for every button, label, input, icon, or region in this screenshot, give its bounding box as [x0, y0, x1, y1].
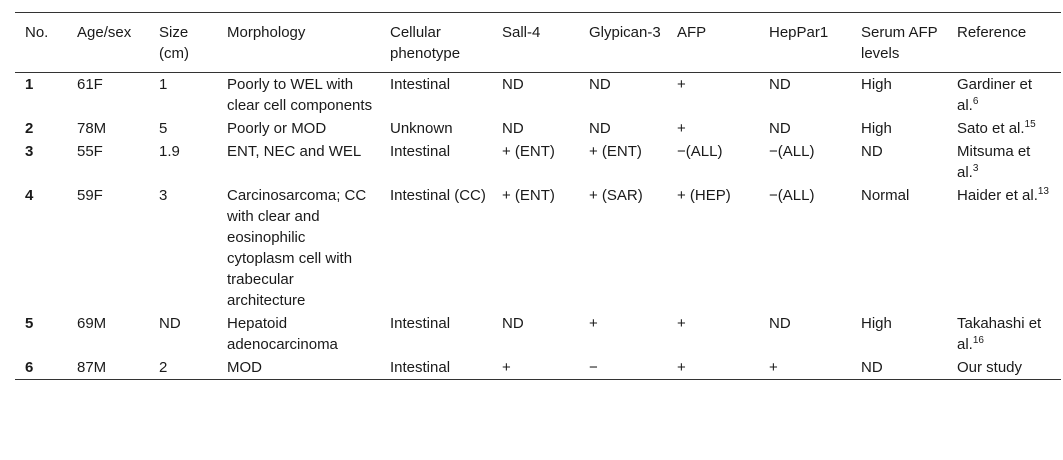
- cell-sall4: + (ENT): [502, 143, 555, 160]
- cell-size: 1: [159, 76, 168, 93]
- cell-serum-afp: ND: [861, 359, 883, 376]
- cell-glypican3: ND: [589, 76, 611, 93]
- cell-no: 6: [25, 359, 34, 376]
- table-header: [15, 13, 1061, 73]
- col-header-afp: AFP: [677, 24, 707, 41]
- col-header-serum-afp: Serum AFP levels: [861, 24, 938, 62]
- cell-size: 3: [159, 187, 168, 204]
- cell-reference: [947, 140, 1061, 184]
- cell-size: 5: [159, 120, 168, 137]
- reference-text: Takahashi et al.: [957, 315, 1042, 353]
- cell-glypican3: ND: [589, 120, 611, 137]
- cell-glypican3: −: [589, 359, 598, 376]
- cell-phenotype: Intestinal: [390, 315, 451, 332]
- cell-heppar1: ND: [769, 315, 791, 332]
- cell-sall4: ND: [502, 120, 524, 137]
- cell-glypican3: +: [589, 315, 598, 332]
- cell-no: 1: [25, 76, 34, 93]
- table-row: [15, 73, 1061, 118]
- table-body: [15, 73, 1061, 380]
- col-header-cellular-phenotype: Cellular phenotype: [390, 24, 461, 62]
- reference-text: Sato et al.: [957, 120, 1025, 137]
- reference-text: Haider et al.: [957, 187, 1038, 204]
- cell-reference: [947, 312, 1061, 356]
- cell-phenotype: Intestinal: [390, 76, 451, 93]
- col-header-heppar1: HepPar1: [769, 24, 829, 41]
- cell-phenotype: Intestinal (CC): [390, 187, 486, 204]
- reference-number: 16: [972, 335, 984, 346]
- table-row: [15, 117, 1061, 140]
- cell-morphology: MOD: [227, 359, 262, 376]
- cell-heppar1: −(ALL): [769, 143, 815, 160]
- cell-sall4: ND: [502, 315, 524, 332]
- cell-afp: +: [677, 120, 686, 137]
- cell-afp: −(ALL): [677, 143, 723, 160]
- cell-morphology: Poorly or MOD: [227, 120, 327, 137]
- col-header-glypican3: Glypican-3: [589, 24, 661, 41]
- cell-serum-afp: ND: [861, 143, 883, 160]
- cell-serum-afp: High: [861, 120, 892, 137]
- cell-size: 2: [159, 359, 168, 376]
- cell-reference: [947, 184, 1061, 312]
- header-row: [15, 13, 1061, 73]
- reference-number: 13: [1037, 186, 1049, 197]
- cell-glypican3: + (ENT): [589, 143, 642, 160]
- reference-number: 3: [972, 163, 979, 174]
- cell-no: 2: [25, 120, 34, 137]
- cell-heppar1: +: [769, 359, 778, 376]
- cell-heppar1: ND: [769, 76, 791, 93]
- cell-no: 5: [25, 315, 34, 332]
- cell-age-sex: 78M: [77, 120, 107, 137]
- cell-morphology: ENT, NEC and WEL: [227, 143, 362, 160]
- cell-age-sex: 69M: [77, 315, 107, 332]
- col-header-size: Size (cm): [159, 24, 189, 62]
- reference-text: Gardiner et al.: [957, 76, 1033, 114]
- cell-afp: +: [677, 359, 686, 376]
- cell-size: 1.9: [159, 143, 180, 160]
- cell-morphology: Hepatoid adenocarcinoma: [227, 315, 338, 353]
- cell-reference: [947, 73, 1061, 118]
- col-header-reference: Reference: [957, 24, 1027, 41]
- cell-afp: + (HEP): [677, 187, 731, 204]
- cell-heppar1: −(ALL): [769, 187, 815, 204]
- table-row: [15, 184, 1061, 312]
- col-header-morphology: Morphology: [227, 24, 306, 41]
- cell-age-sex: 55F: [77, 143, 103, 160]
- cell-phenotype: Unknown: [390, 120, 453, 137]
- cell-no: 4: [25, 187, 34, 204]
- cell-phenotype: Intestinal: [390, 359, 451, 376]
- cell-serum-afp: High: [861, 315, 892, 332]
- col-header-no: No.: [25, 24, 49, 41]
- cell-afp: +: [677, 315, 686, 332]
- cell-sall4: +: [502, 359, 511, 376]
- cell-serum-afp: Normal: [861, 187, 910, 204]
- table-row: [15, 140, 1061, 184]
- cell-age-sex: 87M: [77, 359, 107, 376]
- cell-serum-afp: High: [861, 76, 892, 93]
- reference-number: 15: [1024, 119, 1036, 130]
- col-header-age-sex: Age/sex: [77, 24, 132, 41]
- reference-text: Our study: [957, 359, 1023, 376]
- cell-reference: [947, 356, 1061, 380]
- cell-sall4: + (ENT): [502, 187, 555, 204]
- table-row: [15, 356, 1061, 380]
- cell-sall4: ND: [502, 76, 524, 93]
- cell-age-sex: 61F: [77, 76, 103, 93]
- cell-phenotype: Intestinal: [390, 143, 451, 160]
- cell-age-sex: 59F: [77, 187, 103, 204]
- case-comparison-table: [15, 12, 1061, 380]
- cell-reference: [947, 117, 1061, 140]
- cell-no: 3: [25, 143, 34, 160]
- cell-morphology: Carcinosarcoma; CC with clear and eosinophilic cytoplasm cell with trabecular architecture: [227, 187, 367, 309]
- col-header-sall4: Sall-4: [502, 24, 541, 41]
- cell-morphology: Poorly to WEL with clear cell components: [227, 76, 373, 114]
- cell-glypican3: + (SAR): [589, 187, 643, 204]
- reference-text: Mitsuma et al.: [957, 143, 1031, 181]
- cell-size: ND: [159, 315, 181, 332]
- reference-number: 6: [972, 96, 979, 107]
- table-row: [15, 312, 1061, 356]
- cell-afp: +: [677, 76, 686, 93]
- cell-heppar1: ND: [769, 120, 791, 137]
